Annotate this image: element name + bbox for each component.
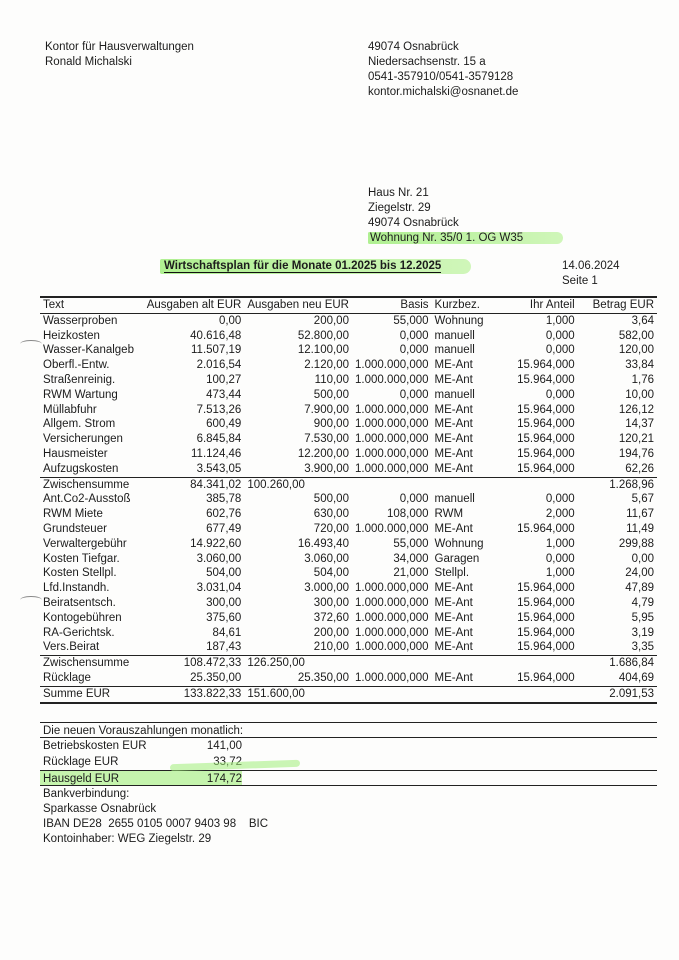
page-number: Seite 1 (562, 275, 598, 287)
cell-kurzbez: Wohnung (434, 537, 484, 550)
table-row (40, 329, 657, 344)
cell-anteil (492, 686, 578, 702)
cell-anteil: 15.964,000 (517, 626, 575, 639)
header-basis: Basis (400, 299, 429, 311)
header-kurzbez: Kurzbez. (434, 299, 480, 311)
sender-block (45, 40, 194, 70)
table-row (40, 671, 657, 686)
cell-basis: 1.000.000,000 (354, 671, 429, 684)
bank-name: Sparkasse Osnabrück (43, 803, 157, 815)
cell-ausgaben-neu: 210,00 (313, 641, 349, 654)
cell-ausgaben-neu: 52.800,00 (297, 329, 349, 342)
cell-basis (352, 477, 432, 492)
cell-basis: 0,000 (399, 344, 429, 357)
cell-ausgaben-neu: 200,00 (313, 626, 349, 639)
hausgeld-total-row (40, 770, 657, 786)
budget-table (40, 296, 657, 704)
cell-kurzbez: RWM (434, 508, 464, 521)
cell-basis: 1.000.000,000 (354, 522, 429, 535)
table-body (40, 313, 657, 702)
cell-text: Kontogebühren (43, 611, 122, 624)
cell-betrag: 582,00 (618, 329, 654, 342)
cell-betrag: 11,67 (626, 508, 654, 521)
cell-betrag: 24,00 (625, 567, 654, 580)
advance-payment-value: 141,00 (206, 740, 242, 752)
cell-betrag: 14,37 (625, 418, 654, 431)
sender-email[interactable]: kontor.michalski@osnanet.de (368, 86, 519, 98)
cell-text: Hausmeister (43, 447, 108, 460)
cell-basis (352, 656, 432, 671)
cell-ausgaben-neu: 110,00 (314, 373, 349, 386)
advance-payments-heading: Die neuen Vorauszahlungen monatlich: (43, 725, 244, 737)
cell-kurzbez: Wohnung (434, 314, 484, 327)
cell-betrag: 33,84 (625, 359, 654, 372)
cell-basis: 1.000.000,000 (354, 359, 429, 372)
table-row (40, 462, 657, 477)
cell-ausgaben-alt: 7.513,26 (196, 403, 242, 416)
header-betrag: Betrag EUR (592, 299, 654, 311)
cell-anteil: 15.964,000 (517, 403, 575, 416)
cell-kurzbez: manuell (434, 388, 475, 401)
document-title (160, 259, 471, 274)
cell-anteil: 15.964,000 (517, 462, 575, 475)
bank-heading: Bankverbindung: (43, 788, 130, 800)
table-row (40, 522, 657, 537)
table-row (40, 358, 657, 373)
table-row (40, 626, 657, 641)
cell-basis: 1.000.000,000 (354, 373, 429, 386)
date-block (562, 259, 620, 289)
cell-ausgaben-alt: 84,61 (212, 626, 242, 639)
cell-ausgaben-alt: 3.060,00 (196, 552, 242, 565)
cell-basis: 1.000.000,000 (354, 641, 429, 654)
cell-basis: 1.000.000,000 (354, 418, 429, 431)
cell-basis: 34,000 (393, 552, 429, 565)
cell-ausgaben-alt: 0,00 (218, 314, 242, 327)
cell-anteil: 15.964,000 (517, 641, 575, 654)
cell-ausgaben-alt: 3.543,05 (196, 462, 242, 475)
sender-phone: 0541-357910/0541-3579128 (368, 71, 514, 83)
cell-ausgaben-neu: 500,00 (313, 493, 349, 506)
cell-kurzbez: ME-Ant (434, 447, 473, 460)
cell-betrag: 3,19 (631, 626, 654, 639)
cell-anteil: 15.964,000 (517, 359, 575, 372)
cell-ausgaben-alt: 14.922,60 (190, 537, 242, 550)
cell-text: Rücklage (43, 671, 91, 684)
cell-ausgaben-alt: 3.031,04 (196, 582, 242, 595)
cell-text: Wasserproben (43, 314, 118, 327)
cell-text: Kosten Stellpl. (43, 567, 117, 580)
cell-basis: 1.000.000,000 (354, 433, 429, 446)
cell-betrag: 3,35 (631, 641, 654, 654)
cell-kurzbez: ME-Ant (434, 418, 473, 431)
cell-text: RWM Miete (43, 508, 103, 521)
cell-anteil: 15.964,000 (517, 433, 575, 446)
cell-ausgaben-neu: 504,00 (313, 567, 349, 580)
cell-ausgaben-neu: 500,00 (313, 388, 349, 401)
table-row (40, 373, 657, 388)
cell-kurzbez: manuell (434, 329, 475, 342)
advance-payment-row (40, 754, 657, 770)
cell-ausgaben-neu: 300,00 (313, 596, 349, 609)
cell-text: Heizkosten (43, 329, 100, 342)
cell-ausgaben-neu: 720,00 (313, 522, 349, 535)
table-row (40, 313, 657, 328)
cell-betrag: 2.091,53 (609, 687, 654, 700)
cell-kurzbez (432, 656, 492, 671)
table-row (40, 611, 657, 626)
cell-text: Straßenreinig. (43, 373, 116, 386)
advance-payments-heading-row (40, 722, 657, 738)
cell-betrag: 299,88 (618, 537, 654, 550)
cell-kurzbez: ME-Ant (434, 611, 473, 624)
subtotal-row (40, 656, 657, 671)
cell-ausgaben-alt: 602,76 (206, 508, 242, 521)
hausgeld-value: 174,72 (190, 771, 242, 785)
cell-kurzbez (432, 686, 492, 702)
subtotal-row (40, 477, 657, 492)
cell-kurzbez: Garagen (434, 552, 480, 565)
cell-anteil: 0,000 (545, 552, 575, 565)
cell-betrag: 62,26 (625, 462, 654, 475)
cell-betrag: 3,64 (631, 314, 654, 327)
cell-ausgaben-neu: 3.900,00 (304, 462, 349, 475)
cell-betrag: 10,00 (625, 388, 654, 401)
bank-account-holder: Kontoinhaber: WEG Ziegelstr. 29 (43, 833, 212, 845)
cell-ausgaben-neu: 126.250,00 (247, 657, 305, 670)
cell-ausgaben-neu: 7.530,00 (304, 433, 349, 446)
bank-iban: IBAN DE28 2655 0105 0007 9403 98 BIC (43, 818, 269, 830)
cell-kurzbez: ME-Ant (434, 373, 473, 386)
cell-anteil: 2,000 (545, 508, 575, 521)
cell-ausgaben-alt: 473,44 (206, 388, 242, 401)
cell-anteil: 1,000 (545, 567, 575, 580)
cell-ausgaben-alt: 40.616,48 (190, 329, 242, 342)
cell-ausgaben-neu: 630,00 (313, 508, 349, 521)
table-row (40, 403, 657, 418)
cell-kurzbez: ME-Ant (434, 641, 473, 654)
cell-anteil (492, 477, 578, 492)
pen-mark (20, 340, 42, 348)
cell-ausgaben-neu: 25.350,00 (297, 671, 349, 684)
hausgeld-label: Hausgeld EUR (40, 771, 190, 785)
cell-anteil: 15.964,000 (517, 611, 575, 624)
advance-payment-label: Betriebskosten EUR (43, 740, 147, 752)
table-row (40, 537, 657, 552)
table-row (40, 492, 657, 507)
cell-ausgaben-neu: 16.493,40 (297, 537, 349, 550)
table-row (40, 432, 657, 447)
recipient-unit: Wohnung Nr. 35/0 1. OG W35 (368, 232, 563, 244)
cell-ausgaben-neu: 12.100,00 (297, 344, 349, 357)
cell-text: Verwaltergebühr (43, 537, 127, 550)
cell-basis (352, 686, 432, 702)
cell-betrag: 5,95 (631, 611, 654, 624)
cell-ausgaben-neu: 3.000,00 (304, 582, 349, 595)
cell-ausgaben-alt: 11.124,46 (191, 447, 242, 460)
cell-text: Grundsteuer (43, 522, 107, 535)
cell-kurzbez: ME-Ant (434, 582, 473, 595)
cell-ausgaben-neu: 151.600,00 (247, 687, 305, 700)
header-neu: Ausgaben neu EUR (247, 299, 349, 311)
table-row (40, 447, 657, 462)
table-row (40, 640, 657, 655)
cell-kurzbez: ME-Ant (434, 596, 473, 609)
cell-kurzbez: ME-Ant (434, 671, 473, 684)
table-row (40, 388, 657, 403)
cell-betrag: 120,00 (618, 344, 654, 357)
cell-basis: 0,000 (399, 329, 429, 342)
cell-anteil: 15.964,000 (517, 447, 575, 460)
cell-betrag: 11,49 (626, 522, 654, 535)
cell-text: Aufzugskosten (43, 462, 119, 475)
bank-details-block (43, 787, 268, 847)
cell-basis: 1.000.000,000 (354, 611, 429, 624)
cell-betrag: 120,21 (618, 433, 654, 446)
table-row (40, 343, 657, 358)
document-title-text: Wirtschaftsplan für die Monate 01.2025 bis 12.2025 (164, 260, 442, 272)
cell-kurzbez: ME-Ant (434, 522, 473, 535)
cell-kurzbez: ME-Ant (434, 403, 473, 416)
cell-ausgaben-alt: 504,00 (206, 567, 242, 580)
document-date: 14.06.2024 (562, 260, 620, 272)
table-row (40, 581, 657, 596)
cell-betrag: 4,79 (631, 596, 654, 609)
cell-anteil: 0,000 (545, 344, 575, 357)
cell-basis: 21,000 (393, 567, 429, 580)
cell-text: Allgem. Strom (43, 418, 116, 431)
cell-anteil (492, 656, 578, 671)
cell-ausgaben-alt: 677,49 (206, 522, 242, 535)
table-row (40, 417, 657, 432)
cell-anteil: 15.964,000 (517, 373, 575, 386)
cell-text: RWM Wartung (43, 388, 118, 401)
cell-basis: 55,000 (393, 537, 429, 550)
cell-anteil: 15.964,000 (517, 418, 575, 431)
cell-kurzbez: ME-Ant (434, 626, 473, 639)
header-alt: Ausgaben alt EUR (146, 299, 242, 311)
cell-basis: 1.000.000,000 (354, 462, 429, 475)
cell-anteil: 15.964,000 (517, 582, 575, 595)
cell-ausgaben-alt: 108.472,33 (183, 657, 242, 670)
cell-ausgaben-alt: 385,78 (206, 493, 242, 506)
cell-anteil: 0,000 (545, 388, 575, 401)
cell-ausgaben-alt: 25.350,00 (190, 671, 242, 684)
cell-kurzbez: Stellpl. (434, 567, 470, 580)
recipient-street: Ziegelstr. 29 (368, 202, 431, 214)
sender-city: 49074 Osnabrück (368, 41, 459, 53)
cell-text: Kosten Tiefgar. (43, 552, 120, 565)
cell-anteil: 0,000 (545, 329, 575, 342)
cell-kurzbez: manuell (434, 344, 475, 357)
cell-ausgaben-neu: 3.060,00 (304, 552, 349, 565)
cell-ausgaben-alt: 100,27 (206, 373, 242, 386)
cell-ausgaben-alt: 84.341,02 (190, 478, 242, 491)
cell-anteil: 15.964,000 (517, 596, 575, 609)
cell-text: RA-Gerichtsk. (43, 626, 115, 639)
cell-anteil: 1,000 (545, 537, 575, 550)
cell-betrag: 1,76 (631, 373, 654, 386)
cell-text: Wasser-Kanalgeb (43, 344, 134, 357)
cell-betrag: 126,12 (618, 403, 654, 416)
cell-ausgaben-alt: 187,43 (206, 641, 242, 654)
cell-anteil: 0,000 (545, 493, 575, 506)
table-row (40, 507, 657, 522)
cell-kurzbez: ME-Ant (434, 462, 473, 475)
cell-basis: 55,000 (393, 314, 429, 327)
cell-basis: 108,000 (386, 508, 429, 521)
cell-text: Lfd.Instandh. (43, 582, 110, 595)
cell-betrag: 1.686,84 (609, 657, 654, 670)
cell-anteil: 1,000 (545, 314, 575, 327)
table-header-row (40, 297, 657, 313)
cell-ausgaben-alt: 600,49 (206, 418, 242, 431)
cell-ausgaben-alt: 375,60 (206, 611, 242, 624)
cell-kurzbez (432, 477, 492, 492)
cell-text: Zwischensumme (43, 657, 130, 670)
cell-basis: 0,000 (399, 388, 429, 401)
advance-payment-row (40, 738, 657, 754)
recipient-house: Haus Nr. 21 (368, 187, 429, 199)
cell-ausgaben-neu: 100.260,00 (247, 478, 305, 491)
cell-ausgaben-alt: 300,00 (206, 596, 242, 609)
table-row (40, 552, 657, 567)
sender-address-block (368, 40, 518, 100)
advance-payments-block (40, 722, 657, 786)
cell-kurzbez: ME-Ant (434, 359, 473, 372)
cell-ausgaben-neu: 200,00 (313, 314, 349, 327)
cell-text: Müllabfuhr (43, 403, 97, 416)
cell-text: Ant.Co2-Ausstoß (43, 493, 131, 506)
cell-betrag: 5,67 (631, 493, 654, 506)
cell-anteil: 15.964,000 (517, 522, 575, 535)
cell-betrag: 0,00 (631, 552, 654, 565)
cell-betrag: 1.268,96 (609, 478, 654, 491)
cell-betrag: 47,89 (625, 582, 654, 595)
cell-ausgaben-alt: 2.016,54 (196, 359, 242, 372)
header-text: Text (43, 299, 65, 311)
cell-kurzbez: manuell (434, 493, 475, 506)
cell-ausgaben-neu: 2.120,00 (304, 359, 349, 372)
cell-ausgaben-neu: 900,00 (313, 418, 349, 431)
cell-text: Versicherungen (43, 433, 123, 446)
cell-ausgaben-neu: 372,60 (313, 611, 349, 624)
cell-basis: 1.000.000,000 (354, 626, 429, 639)
cell-kurzbez: ME-Ant (434, 433, 473, 446)
cell-betrag: 404,69 (618, 671, 654, 684)
total-row (40, 686, 657, 702)
sender-company: Kontor für Hausverwaltungen (45, 41, 194, 53)
cell-basis: 1.000.000,000 (354, 582, 429, 595)
cell-ausgaben-alt: 6.845,84 (196, 433, 242, 446)
cell-text: Beiratsentsch. (43, 596, 116, 609)
cell-text: Summe EUR (43, 687, 111, 700)
cell-text: Zwischensumme (43, 478, 130, 491)
cell-betrag: 194,76 (618, 447, 654, 460)
recipient-block (368, 186, 563, 246)
table-row (40, 596, 657, 611)
advance-payment-label: Rücklage EUR (43, 756, 119, 768)
cell-anteil: 15.964,000 (517, 671, 575, 684)
pen-mark (20, 596, 42, 604)
header-anteil: Ihr Anteil (529, 299, 575, 311)
cell-ausgaben-neu: 12.200,00 (297, 447, 349, 460)
cell-ausgaben-alt: 11.507,19 (191, 344, 242, 357)
cell-basis: 1.000.000,000 (354, 447, 429, 460)
cell-basis: 1.000.000,000 (354, 596, 429, 609)
table-row (40, 566, 657, 581)
sender-name: Ronald Michalski (45, 56, 132, 68)
cell-text: Vers.Beirat (43, 641, 100, 654)
recipient-city: 49074 Osnabrück (368, 217, 459, 229)
cell-ausgaben-neu: 7.900,00 (304, 403, 349, 416)
cell-basis: 0,000 (399, 493, 429, 506)
cell-basis: 1.000.000,000 (354, 403, 429, 416)
sender-street: Niedersachsenstr. 15 a (368, 56, 486, 68)
cell-text: Oberfl.-Entw. (43, 359, 110, 372)
cell-ausgaben-alt: 133.822,33 (183, 687, 242, 700)
